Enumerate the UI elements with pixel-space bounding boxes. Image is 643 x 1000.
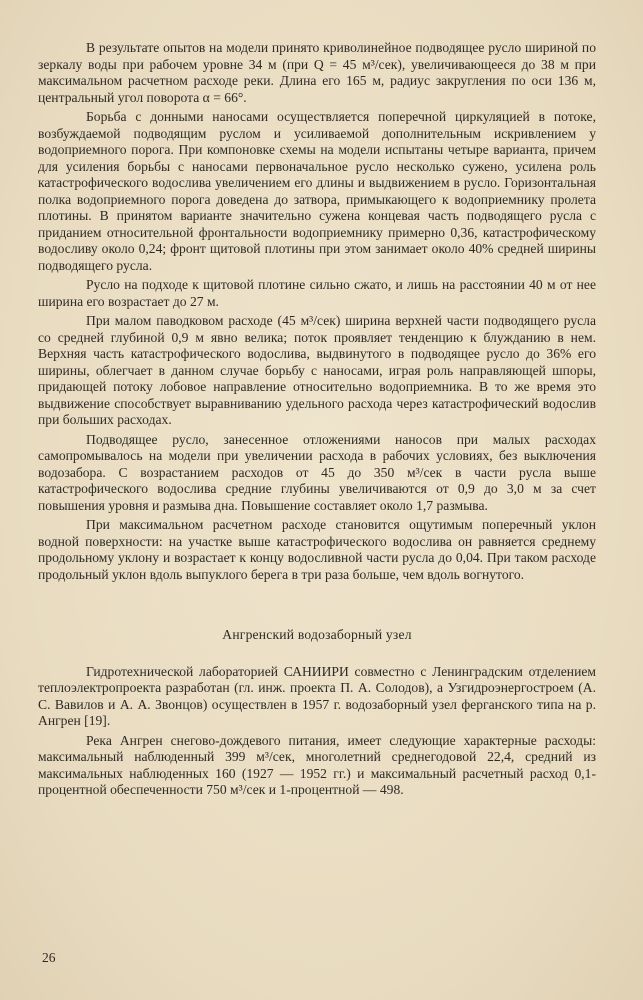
paragraph: Русло на подходе к щитовой плотине сильно сжато, и лишь на расстоянии 40 м от нее ширина его возрастает до 27 м.	[38, 277, 596, 309]
paragraph: Река Ангрен снегово-дождевого питания, имеет следующие характерные расходы: максимальный наблюденный 399 м³/сек, многолетний среднегодовой 22,4, средний из максимальных наблюденных 160 (1927 — 1952 гг.) и максимальный расчетный расход 0,1-процентной обеспеченности 750 м³/сек и 1-процентной — 498.	[38, 732, 596, 797]
paragraph: В результате опытов на модели принято криволинейное подводящее русло шириной по зеркалу воды при рабочем уровне 34 м (при Q = 45 м³/сек), увеличивающееся до 38 м при максимальном расчетном расходе реки. Длина его 165 м, радиус закругления по оси 136 м, центральный угол поворота α = 66°.	[38, 40, 596, 105]
paragraph: Подводящее русло, занесенное отложениями наносов при малых расходах самопромывалось на модели при увеличении расхода в рабочих условиях, без выключения водозабора. С возрастанием расходов от 45 до 350 м³/сек в части русла выше катастрофического водослива средние глубины увеличиваются от 0,9 до 3,0 м за счет повышения уровня и размыва дна. Повышение составляет около 1,7 размыва.	[38, 431, 596, 513]
section-title: Ангренский водозаборный узел	[222, 627, 412, 642]
paragraph: Гидротехнической лабораторией САНИИРИ совместно с Ленинградским отделением теплоэлектропроекта разработан (гл. инж. проекта П. А. Солодов), а Узгидроэнергостроем (А. С. Вавилов и А. А. Звонцов) осуществлен в 1957 г. водозаборный узел ферганского типа на р. Ангрен [19].	[38, 663, 596, 728]
body-text	[38, 40, 596, 802]
paragraph: При малом паводковом расходе (45 м³/сек) ширина верхней части подводящего русла со средней глубиной 0,9 м явно велика; поток проявляет тенденцию к блужданию в нем. Верхняя часть катастрофического водослива, выдвинутого в подводящее русло до 36% его ширины, облегчает в данном случае борьбу с наносами, играя роль направляющей шпоры, придающей потоку лобовое направление относительно водоприемника. В то же время это выдвижение способствует выравниванию удельного расхода через катастрофический водослив при больших расходах.	[38, 313, 596, 427]
paragraph: Борьба с донными наносами осуществляется поперечной циркуляцией в потоке, возбуждаемой подводящим руслом и усиливаемой дополнительным искривлением у водоприемного порога. При компоновке схемы на модели испытаны четыре варианта, причем для усиления борьбы с наносами первоначальное русло несколько сужено, усилена роль катастрофического водослива увеличением его длины и выдвижением в русло. Горизонтальная полка водоприемного порога доведена до затвора, примыкающего к водоприемнику пролета плотины. В принятом варианте значительно сужена концевая часть подводящего русла с приданием относительной фронтальности водоприемнику примерно 0,36, катастрофическому водосливу около 0,24; фронт щитовой плотины при этом занимает около 40% средней ширины подводящего русла.	[38, 109, 596, 273]
paragraph: При максимальном расчетном расходе становится ощутимым поперечный уклон водной поверхности: на участке выше катастрофического водослива он равняется среднему продольному уклону и возрастает к концу водосливной части русла до 0,04. При таком расходе продольный уклон вдоль выпуклого берега в три раза больше, чем вдоль вогнутого.	[38, 517, 596, 582]
page-number: 26	[42, 950, 56, 965]
